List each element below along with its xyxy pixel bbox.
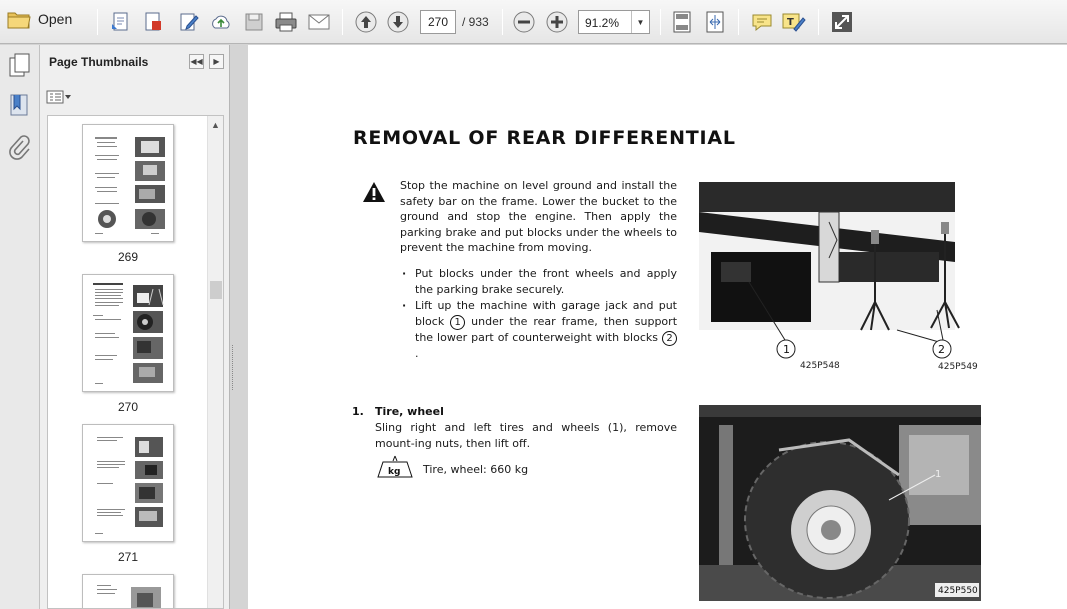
- weight-icon: [376, 455, 414, 484]
- toolbar-separator: [818, 9, 819, 35]
- toolbar-separator: [738, 9, 739, 35]
- page-number-input[interactable]: 270: [420, 10, 456, 34]
- callout-number: 1: [783, 343, 790, 356]
- thumbnail-page[interactable]: [82, 424, 174, 542]
- open-label: Open: [38, 11, 73, 27]
- callout-number: 2: [938, 343, 945, 356]
- comment-icon[interactable]: [749, 9, 775, 35]
- photo-caption: 425P548: [800, 361, 840, 371]
- panel-title: Page Thumbnails: [49, 55, 149, 69]
- collapse-panel-icon[interactable]: ◀◀: [189, 54, 204, 69]
- attachment-icon[interactable]: [8, 135, 30, 166]
- print-icon[interactable]: [273, 9, 299, 35]
- step-text: Sling right and left tires and wheels (1), remove mount-ing nuts, then lift off.: [375, 421, 677, 450]
- toolbar-separator: [342, 9, 343, 35]
- email-icon[interactable]: [306, 9, 332, 35]
- zoom-value: 91.2%: [585, 16, 620, 30]
- thumbnail-scrollbar[interactable]: [207, 116, 223, 609]
- previous-page-icon[interactable]: [353, 9, 379, 35]
- left-icon-strip: [0, 45, 40, 609]
- warning-icon: [362, 181, 386, 208]
- toolbar: [0, 0, 1067, 44]
- splitter-grip: [232, 345, 235, 390]
- fit-page-icon[interactable]: [669, 9, 695, 35]
- precaution-list: [400, 266, 677, 362]
- folder-icon: [6, 8, 32, 30]
- zoom-out-icon[interactable]: [511, 9, 537, 35]
- fullscreen-icon[interactable]: [829, 9, 855, 35]
- highlight-text-icon[interactable]: [781, 9, 807, 35]
- list-item-text: under the rear frame, then support the lower part of counterweight with blocks: [415, 314, 678, 344]
- chevron-down-icon[interactable]: ▼: [631, 11, 649, 33]
- chevron-right-icon[interactable]: ▶: [209, 54, 224, 69]
- photo-caption: 425P549: [938, 362, 978, 372]
- open-button[interactable]: [6, 8, 72, 30]
- toolbar-separator: [502, 9, 503, 35]
- thumbnail-options-button[interactable]: [46, 89, 72, 105]
- thumbnail-page-current[interactable]: [82, 274, 174, 392]
- step-number: 1.: [352, 405, 364, 418]
- toolbar-separator: [660, 9, 661, 35]
- weight-text: Tire, wheel: 660 kg: [423, 463, 529, 476]
- thumbnail-label: 270: [117, 400, 139, 414]
- thumbnail-list[interactable]: [47, 115, 224, 609]
- next-page-icon[interactable]: [385, 9, 411, 35]
- scroll-up-icon[interactable]: ▲: [211, 120, 220, 130]
- edit-icon[interactable]: [176, 9, 202, 35]
- photo-tire-wheel: [699, 405, 981, 601]
- zoom-select[interactable]: [578, 10, 650, 34]
- thumbnail-label: 271: [117, 550, 139, 564]
- document-page: [248, 45, 1067, 609]
- page-total: / 933: [462, 15, 489, 29]
- thumbnail-page[interactable]: [82, 124, 174, 242]
- thumbnail-label: 269: [117, 250, 139, 264]
- callout-number: 2: [662, 331, 677, 346]
- list-item: [400, 298, 677, 361]
- photo-jack-stands: [699, 182, 979, 372]
- weight-icon-label: kg: [388, 467, 401, 477]
- save-icon[interactable]: [241, 9, 267, 35]
- export-pdf-icon[interactable]: [140, 9, 166, 35]
- zoom-in-icon[interactable]: [544, 9, 570, 35]
- create-pdf-icon[interactable]: [108, 9, 134, 35]
- step-title: Tire, wheel: [375, 405, 444, 418]
- fit-width-icon[interactable]: [702, 9, 728, 35]
- toolbar-separator: [97, 9, 98, 35]
- callout-number: 1: [450, 315, 465, 330]
- warning-text: Stop the machine on level ground and install the safety bar on the frame. Lower the bucket to the ground and stop the engine. Then apply the parking brake and put blocks under the wheels to prevent the machine from moving.: [400, 179, 677, 254]
- page-layout-icon[interactable]: [8, 52, 32, 83]
- list-item-text: Lift up the machine with garage jack and put block: [415, 299, 677, 328]
- thumbnail-page[interactable]: [82, 574, 174, 609]
- page-thumbnails-panel: [40, 45, 230, 609]
- page-title: REMOVAL OF REAR DIFFERENTIAL: [353, 127, 736, 149]
- svg-text:T: T: [787, 17, 794, 28]
- bookmark-icon[interactable]: [8, 93, 30, 124]
- list-item-text: .: [415, 346, 419, 360]
- list-item: · Put blocks under the front wheels and apply the parking brake securely.: [400, 266, 677, 297]
- scrollbar-thumb[interactable]: [210, 281, 222, 299]
- cloud-upload-icon[interactable]: [208, 9, 234, 35]
- options-icon: [46, 90, 72, 104]
- photo-caption: 425P550: [938, 586, 978, 596]
- panel-splitter[interactable]: [230, 45, 248, 609]
- callout-number: 1: [935, 469, 942, 480]
- panel-header: [40, 45, 230, 81]
